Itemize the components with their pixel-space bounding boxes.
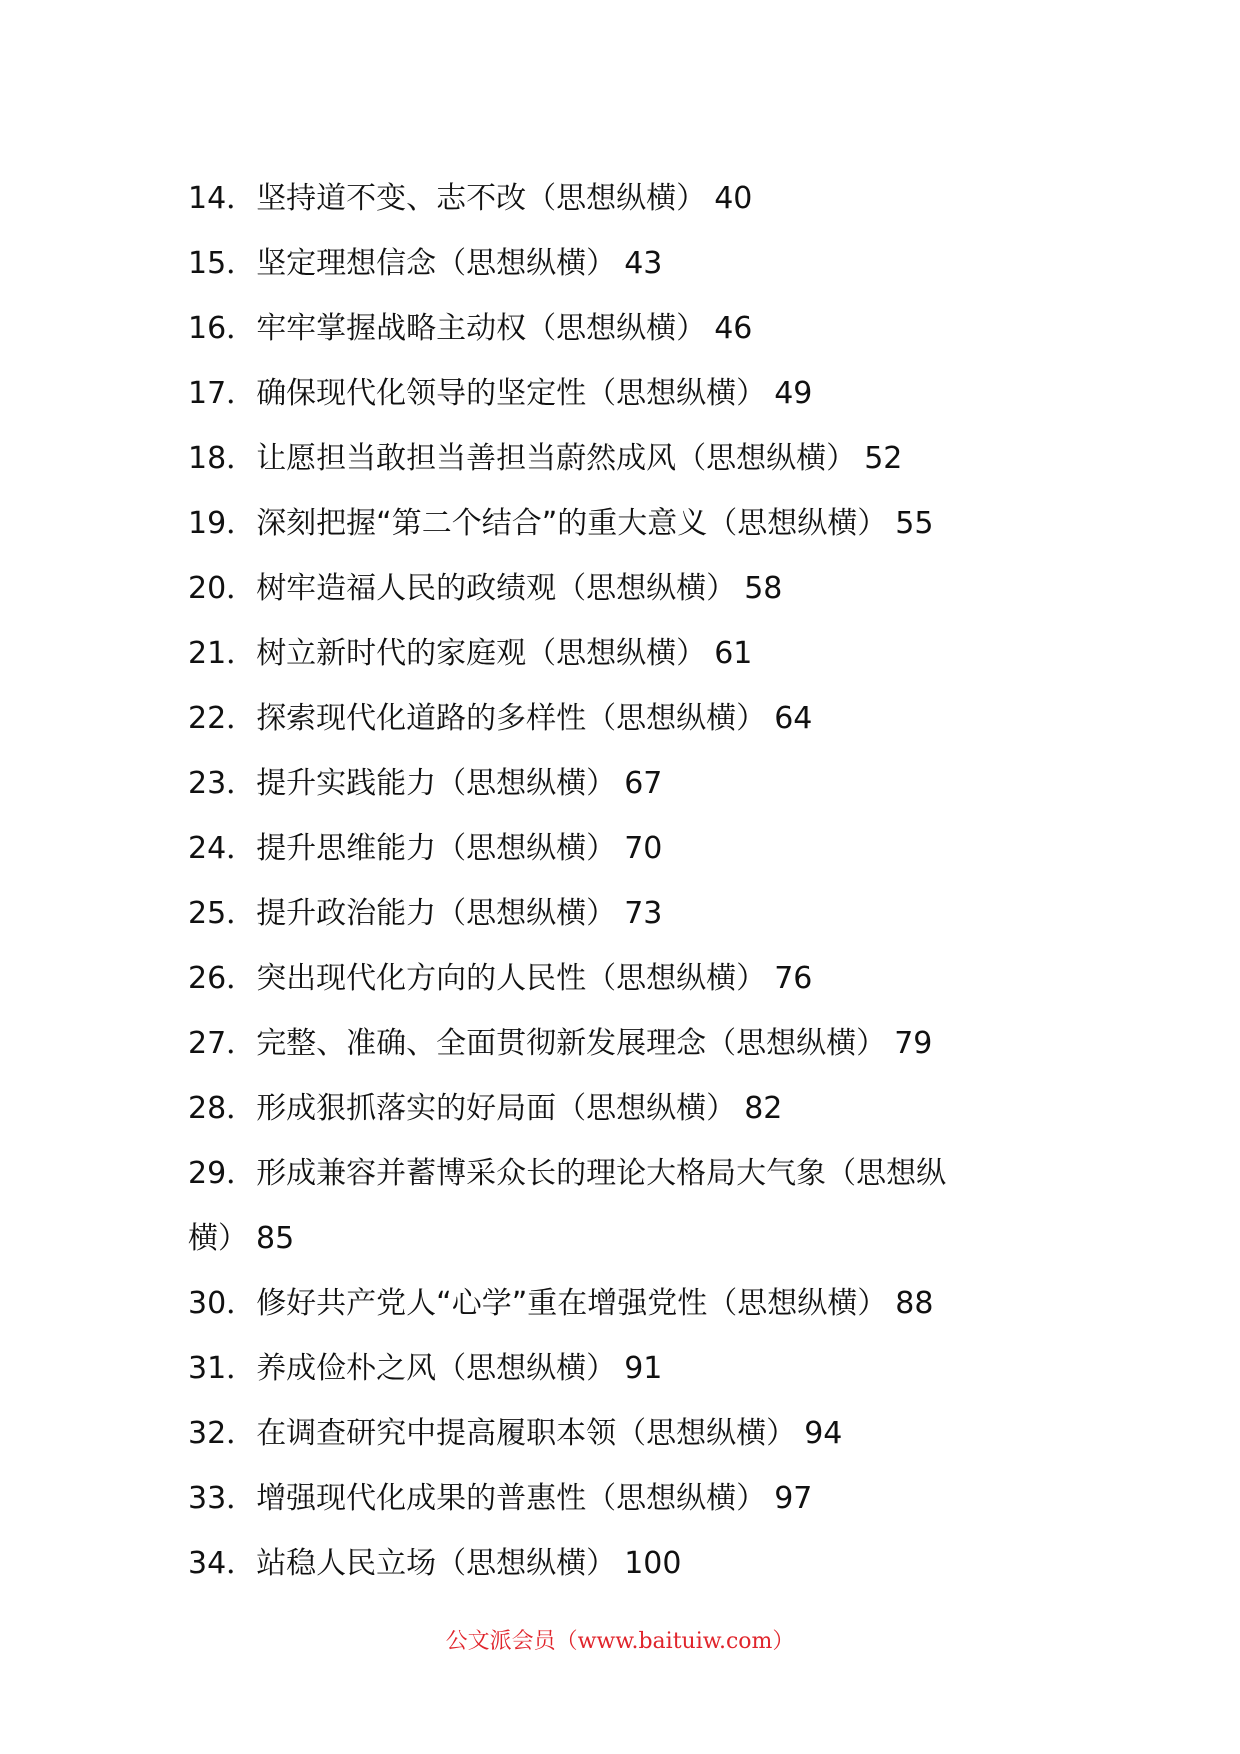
toc-item-number: 29． xyxy=(188,1156,257,1191)
toc-item-title: 探索现代化道路的多样性（思想纵横） xyxy=(256,701,767,736)
toc-item-page: 61 xyxy=(714,636,753,671)
toc-item-page: 76 xyxy=(774,961,813,996)
toc-item-page: 85 xyxy=(256,1221,295,1256)
toc-item-number: 25． xyxy=(188,896,257,931)
toc-item-19[interactable] xyxy=(188,491,1068,556)
toc-item-title: 提升思维能力（思想纵横） xyxy=(256,831,617,866)
toc-item-page: 100 xyxy=(624,1546,682,1581)
toc-item-page: 73 xyxy=(624,896,663,931)
toc-item-title: 形成兼容并蓄博采众长的理论大格局大气象（思想纵 xyxy=(256,1156,947,1191)
toc-item-page: 70 xyxy=(624,831,663,866)
toc-item-page: 79 xyxy=(894,1026,933,1061)
toc-item-number: 15． xyxy=(188,246,257,281)
toc-item-number: 30． xyxy=(188,1286,257,1321)
toc-item-title: 站稳人民立场（思想纵横） xyxy=(256,1546,617,1581)
toc-item-title: 牢牢掌握战略主动权（思想纵横） xyxy=(256,311,707,346)
toc-item-title: 树牢造福人民的政绩观（思想纵横） xyxy=(256,571,737,606)
toc-item-34[interactable] xyxy=(188,1531,1068,1596)
toc-item-title: 在调查研究中提高履职本领（思想纵横） xyxy=(256,1416,797,1451)
toc-item-page: 82 xyxy=(744,1091,783,1126)
toc-item-title: 突出现代化方向的人民性（思想纵横） xyxy=(256,961,767,996)
toc-item-page: 88 xyxy=(895,1286,934,1321)
toc-item-16[interactable] xyxy=(188,296,1068,361)
toc-item-31[interactable] xyxy=(188,1336,1068,1401)
toc-item-page: 43 xyxy=(624,246,663,281)
toc-item-title: 树立新时代的家庭观（思想纵横） xyxy=(256,636,707,671)
toc-item-24[interactable] xyxy=(188,816,1068,881)
toc-item-page: 97 xyxy=(774,1481,813,1516)
toc-item-title: 深刻把握“第二个结合”的重大意义（思想纵横） xyxy=(256,506,888,541)
toc-item-28[interactable] xyxy=(188,1076,1068,1141)
toc-item-number: 32． xyxy=(188,1416,257,1451)
toc-item-18[interactable] xyxy=(188,426,1068,491)
toc-item-20[interactable] xyxy=(188,556,1068,621)
toc-item-page: 64 xyxy=(774,701,813,736)
toc-item-page: 91 xyxy=(624,1351,663,1386)
toc-item-title: 完整、准确、全面贯彻新发展理念（思想纵横） xyxy=(256,1026,887,1061)
toc-item-number: 19． xyxy=(188,506,257,541)
toc-item-33[interactable] xyxy=(188,1466,1068,1531)
toc-item-page: 55 xyxy=(895,506,934,541)
toc-item-title: 让愿担当敢担当善担当蔚然成风（思想纵横） xyxy=(256,441,857,476)
toc-item-30[interactable] xyxy=(188,1271,1068,1336)
toc-item-26[interactable] xyxy=(188,946,1068,1011)
toc-item-title: 坚持道不变、志不改（思想纵横） xyxy=(256,181,707,216)
toc-item-title: 提升政治能力（思想纵横） xyxy=(256,896,617,931)
toc-item-number: 16． xyxy=(188,311,257,346)
toc-item-number: 24． xyxy=(188,831,257,866)
toc-item-29[interactable] xyxy=(188,1141,1068,1271)
toc-item-number: 17． xyxy=(188,376,257,411)
toc-item-title-continued: 横） xyxy=(188,1221,248,1256)
toc-item-number: 31． xyxy=(188,1351,257,1386)
toc-item-number: 33． xyxy=(188,1481,257,1516)
toc-item-title: 坚定理想信念（思想纵横） xyxy=(256,246,617,281)
toc-item-title: 确保现代化领导的坚定性（思想纵横） xyxy=(256,376,767,411)
toc-item-title: 养成俭朴之风（思想纵横） xyxy=(256,1351,617,1386)
toc-item-15[interactable] xyxy=(188,231,1068,296)
toc-item-page: 46 xyxy=(714,311,753,346)
toc-item-number: 28． xyxy=(188,1091,257,1126)
toc-item-number: 34． xyxy=(188,1546,257,1581)
toc-item-number: 21． xyxy=(188,636,257,671)
toc-item-number: 22． xyxy=(188,701,257,736)
toc-item-page: 40 xyxy=(714,181,753,216)
toc-item-page: 94 xyxy=(804,1416,843,1451)
toc-item-title: 形成狠抓落实的好局面（思想纵横） xyxy=(256,1091,737,1126)
toc-item-number: 26． xyxy=(188,961,257,996)
toc-item-number: 20． xyxy=(188,571,257,606)
toc-item-22[interactable] xyxy=(188,686,1068,751)
toc-item-title: 增强现代化成果的普惠性（思想纵横） xyxy=(256,1481,767,1516)
toc-item-page: 67 xyxy=(624,766,663,801)
toc-item-page: 49 xyxy=(774,376,813,411)
toc-item-number: 23． xyxy=(188,766,257,801)
toc-item-23[interactable] xyxy=(188,751,1068,816)
toc-item-17[interactable] xyxy=(188,361,1068,426)
toc-item-21[interactable] xyxy=(188,621,1068,686)
toc-item-number: 14． xyxy=(188,181,257,216)
toc-item-25[interactable] xyxy=(188,881,1068,946)
toc-item-number: 18． xyxy=(188,441,257,476)
toc-item-title: 修好共产党人“心学”重在增强党性（思想纵横） xyxy=(256,1286,888,1321)
toc-item-number: 27． xyxy=(188,1026,257,1061)
toc-item-27[interactable] xyxy=(188,1011,1068,1076)
toc-item-32[interactable] xyxy=(188,1401,1068,1466)
toc-item-page: 52 xyxy=(864,441,903,476)
footer-watermark: 公文派会员（www.baituiw.com） xyxy=(445,1629,795,1654)
table-of-contents xyxy=(188,166,1068,1596)
toc-item-page: 58 xyxy=(744,571,783,606)
toc-item-title: 提升实践能力（思想纵横） xyxy=(256,766,617,801)
toc-item-14[interactable] xyxy=(188,166,1068,231)
